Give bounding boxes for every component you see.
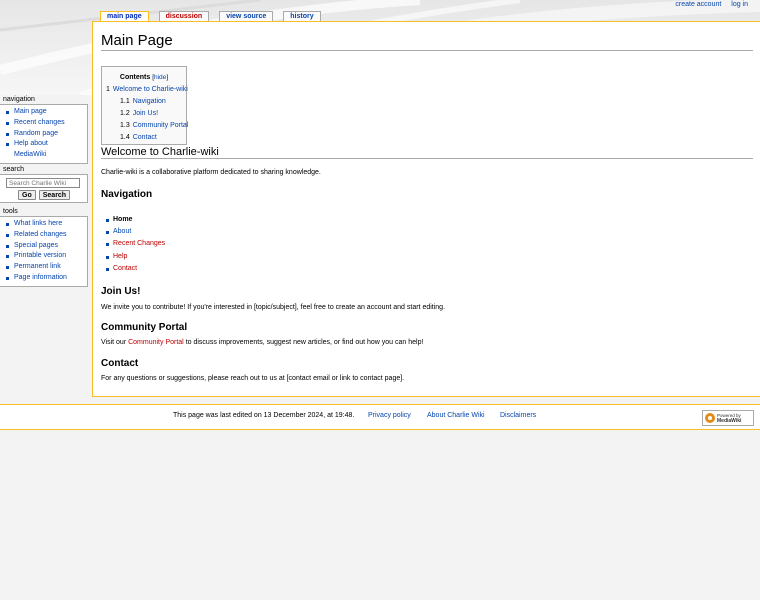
search-box (0, 174, 88, 203)
toc-link[interactable]: Contact (132, 134, 157, 141)
disclaimers-link[interactable]: Disclaimers (500, 412, 537, 419)
toc-item[interactable] (106, 84, 188, 96)
table-of-contents (101, 66, 187, 145)
navigation-section-heading: Navigation (101, 189, 153, 200)
tools-item-permanent-link[interactable]: Permanent link (0, 262, 87, 273)
toc-title-text: Contents (119, 74, 151, 81)
mediawiki-logo-icon (705, 413, 715, 423)
go-button[interactable]: Go (18, 190, 36, 200)
tools-heading: tools (3, 208, 18, 215)
toc-hide-link[interactable]: hide (154, 74, 167, 81)
search-portlet (0, 165, 90, 203)
tab-view-source[interactable]: view source (219, 11, 273, 22)
create-account-link[interactable]: create account (675, 1, 722, 8)
powered-by-text (717, 413, 741, 424)
community-portal-link[interactable]: Community Portal (128, 339, 184, 346)
welcome-text: Charlie-wiki is a collaborative platform dedicated to sharing knowledge. (101, 169, 321, 176)
tab-discussion[interactable]: discussion (159, 11, 210, 22)
portal-heading: Community Portal (101, 322, 188, 333)
tab-main-page[interactable]: main page (100, 11, 149, 22)
last-edited-text: This page was last edited on 13 December 2024, at 19:48. (173, 412, 355, 419)
tools-item-related-changes[interactable]: Related changes (0, 230, 87, 241)
toc-link[interactable]: Navigation (132, 98, 166, 105)
nav-link-contact[interactable]: Contact (101, 263, 165, 275)
portal-text-before: Visit our (101, 339, 129, 346)
navigation-box (0, 104, 88, 164)
footer (0, 404, 760, 430)
toc-number: 1.2 (120, 110, 130, 117)
join-heading: Join Us! (101, 286, 141, 297)
content-area (92, 21, 760, 397)
portal-text (101, 339, 423, 346)
toc-link[interactable]: Join Us! (132, 110, 159, 117)
search-heading: search (3, 166, 25, 173)
tools-box (0, 216, 88, 287)
tools-item-printable-version[interactable]: Printable version (0, 251, 87, 262)
toc-number: 1.1 (120, 98, 130, 105)
nav-link-recent-changes[interactable]: Recent Changes (101, 238, 165, 250)
privacy-policy-link[interactable]: Privacy policy (368, 412, 411, 419)
sidebar-item-main-page[interactable]: Main page (0, 107, 87, 118)
contact-text: For any questions or suggestions, please reach out to us at [contact email or link to contact page]. (101, 375, 405, 382)
search-button[interactable]: Search (39, 190, 70, 200)
toc-number: 1 (106, 86, 110, 93)
toc-title: Contents [hide] (119, 74, 169, 81)
help-label-line2: MediaWiki (14, 151, 47, 159)
nav-link-home[interactable]: Home (101, 214, 165, 226)
join-text: We invite you to contribute! If you're interested in [topic/subject], feel free to create an account and start editing. (101, 304, 446, 311)
portal-text-after: to discuss improvements, suggest new articles, or find out how you can help! (183, 339, 424, 346)
powered-by-line2: MediaWiki (717, 417, 742, 424)
toc-item[interactable] (106, 96, 182, 108)
tools-item-special-pages[interactable]: Special pages (0, 241, 87, 252)
toc-link[interactable]: Welcome to Charlie-wiki (112, 86, 188, 93)
log-in-link[interactable]: log in (731, 1, 748, 8)
sidebar-item-recent-changes[interactable]: Recent changes (0, 118, 87, 129)
powered-by-line1: Powered by (717, 412, 741, 418)
nav-link-about[interactable]: About (101, 226, 165, 238)
toc-link[interactable]: Community Portal (132, 122, 189, 129)
powered-by-mediawiki-badge[interactable] (702, 410, 754, 426)
navigation-portlet (0, 95, 90, 164)
sidebar-item-help[interactable] (0, 139, 87, 161)
search-input[interactable] (6, 178, 80, 188)
tab-history[interactable]: history (283, 11, 320, 22)
toc-item[interactable] (106, 132, 182, 144)
toc-item[interactable] (106, 108, 182, 120)
nav-link-help[interactable]: Help (101, 251, 165, 263)
contact-heading: Contact (101, 358, 139, 369)
personal-tools (667, 1, 748, 8)
welcome-heading: Welcome to Charlie-wiki (101, 146, 753, 159)
navigation-links (101, 214, 165, 275)
toc-item[interactable] (106, 120, 189, 132)
about-link[interactable]: About Charlie Wiki (427, 412, 485, 419)
help-label-line1: Help about (14, 140, 48, 148)
toc-number: 1.4 (120, 134, 130, 141)
tools-portlet (0, 207, 90, 287)
tools-item-what-links-here[interactable]: What links here (0, 219, 87, 230)
tools-item-page-information[interactable]: Page information (0, 273, 87, 284)
navigation-heading: navigation (3, 96, 35, 103)
sidebar-item-random-page[interactable]: Random page (0, 129, 87, 140)
page-title: Main Page (101, 32, 753, 51)
toc-number: 1.3 (120, 122, 130, 129)
